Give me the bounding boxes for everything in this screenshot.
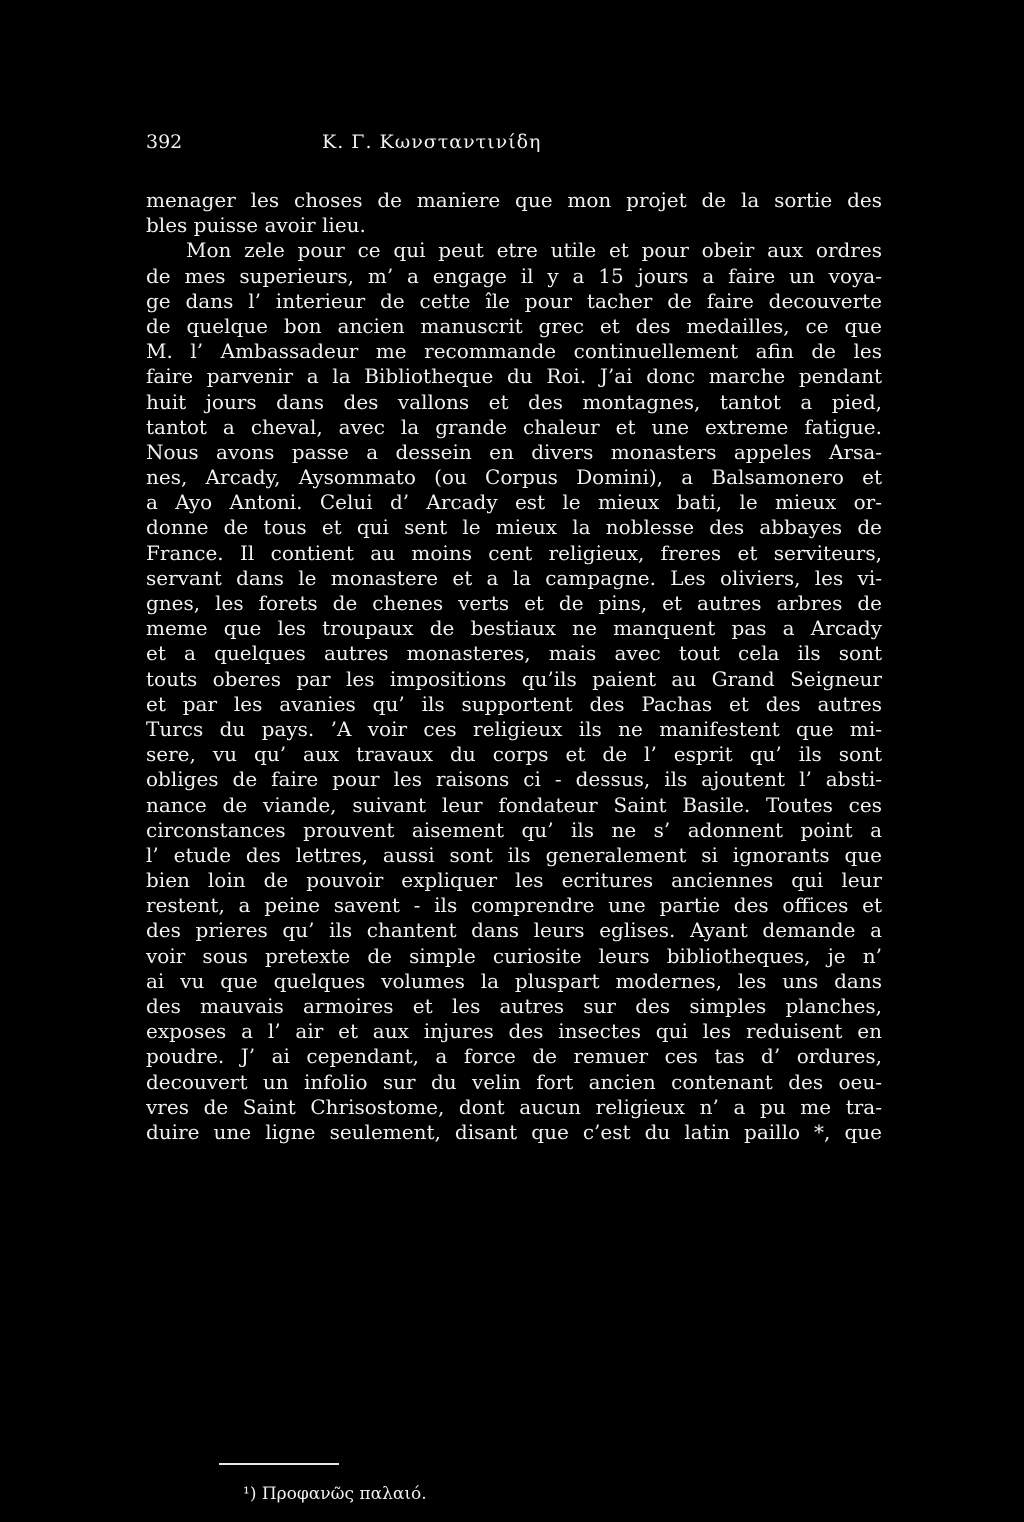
- text-line: France. Il contient au moins cent religieux, freres et serviteurs,: [146, 540, 882, 565]
- body-text: [146, 188, 882, 1145]
- text-line: duire une ligne seulement, disant que c’est du latin paillo *, que: [146, 1119, 882, 1144]
- text-line: servant dans le monastere et a la campagne. Les oliviers, les vi-: [146, 565, 882, 590]
- text-line: meme que les troupaux de bestiaux ne manquent pas a Arcady: [146, 616, 882, 641]
- text-line: Nous avons passe a dessein en divers monasters appeles Arsa-: [146, 439, 882, 464]
- page-number: 392: [146, 131, 183, 153]
- text-line: et a quelques autres monasteres, mais avec tout cela ils sont: [146, 641, 882, 666]
- text-line: ai vu que quelques volumes la pluspart modernes, les uns dans: [146, 968, 882, 993]
- text-line: des mauvais armoires et les autres sur des simples planches,: [146, 994, 882, 1018]
- text-line: de mes superieurs, m’ a engage il y a 15 jours a faire un voya-: [146, 263, 882, 288]
- text-line: circonstances prouvent aisement qu’ ils ne s’ adonnent point a: [146, 817, 882, 842]
- text-line: donne de tous et qui sent le mieux la noblesse des abbayes de: [146, 515, 882, 540]
- running-title: Κ. Γ. Κωνσταντινίδη: [322, 131, 542, 153]
- text-line: obliges de faire pour les raisons ci - dessus, ils ajoutent l’ absti-: [146, 767, 882, 792]
- text-line: huit jours dans des vallons et des montagnes, tantot a pied,: [146, 389, 882, 414]
- text-line: Turcs du pays. ’A voir ces religieux ils ne manifestent que mi-: [146, 716, 882, 741]
- text-line: bles puisse avoir lieu.: [146, 213, 366, 238]
- text-line: restent, a peine savent - ils comprendre une partie des offices et: [146, 893, 882, 918]
- text-line: de quelque bon ancien manuscrit grec et des medailles, ce que: [146, 313, 882, 338]
- text-line: nes, Arcady, Aysommato (ou Corpus Domini), a Balsamonero et: [146, 465, 882, 490]
- text-line: vres de Saint Chrisostome, dont aucun religieux n’ a pu me tra-: [146, 1094, 882, 1119]
- footnote: ¹) Προφανῶς παλαιό.: [243, 1484, 427, 1504]
- text-line: voir sous pretexte de simple curiosite leurs bibliotheques, je n’: [146, 943, 882, 968]
- text-line: et par les avanies qu’ ils supportent des Pachas et des autres: [146, 691, 882, 716]
- text-line: bien loin de pouvoir expliquer les ecritures anciennes qui leur: [146, 868, 882, 893]
- text-line: M. l’ Ambassadeur me recommande continuellement afin de les: [146, 339, 882, 364]
- footnote-divider: [219, 1463, 339, 1465]
- text-line: tantot a cheval, avec la grande chaleur et une extreme fatigue.: [146, 414, 882, 439]
- text-line: sere, vu qu’ aux travaux du corps et de l’ esprit qu’ ils sont: [146, 742, 882, 767]
- text-line: des prieres qu’ ils chantent dans leurs eglises. Ayant demande a: [146, 918, 882, 943]
- text-line: menager les choses de maniere que mon projet de la sortie des: [146, 188, 882, 212]
- text-line: decouvert un infolio sur du velin fort ancien contenant des oeu-: [146, 1069, 882, 1094]
- text-line: poudre. J’ ai cependant, a force de remuer ces tas d’ ordures,: [146, 1044, 882, 1069]
- text-line: nance de viande, suivant leur fondateur Saint Basile. Toutes ces: [146, 792, 882, 817]
- text-line: l’ etude des lettres, aussi sont ils generalement si ignorants que: [146, 842, 882, 867]
- text-line: gnes, les forets de chenes verts et de pins, et autres arbres de: [146, 591, 882, 615]
- text-line: touts oberes par les impositions qu’ils paient au Grand Seigneur: [146, 666, 882, 691]
- text-line: ge dans l’ interieur de cette île pour tacher de faire decouverte: [146, 288, 882, 313]
- text-line: Mon zele pour ce qui peut etre utile et pour obeir aux ordres: [186, 238, 882, 263]
- text-line: faire parvenir a la Bibliotheque du Roi. J’ai donc marche pendant: [146, 364, 882, 389]
- text-line: a Ayo Antoni. Celui d’ Arcady est le mieux bati, le mieux or-: [146, 490, 882, 515]
- text-line: exposes a l’ air et aux injures des insectes qui les reduisent en: [146, 1019, 882, 1044]
